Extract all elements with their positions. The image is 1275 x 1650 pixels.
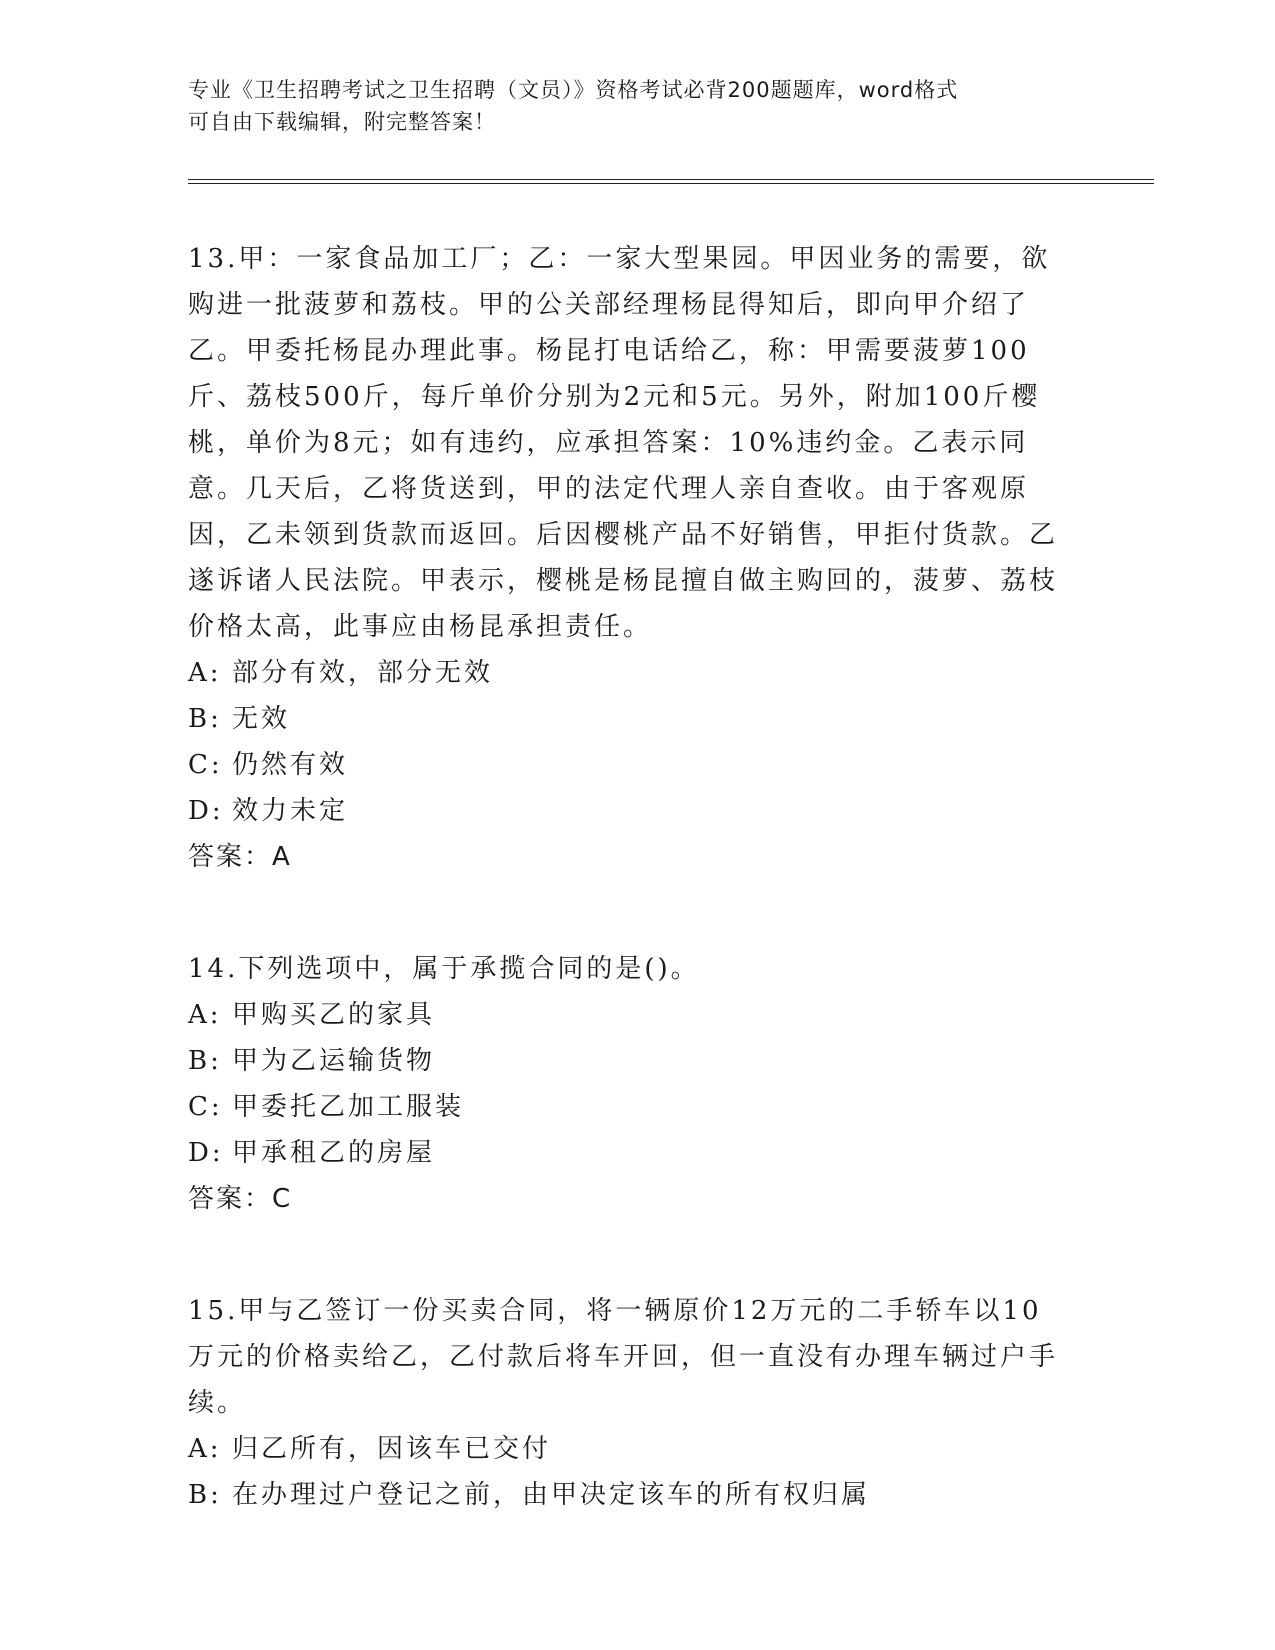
answer-line: 答案：C bbox=[188, 1184, 293, 1214]
option-b bbox=[188, 1038, 1068, 1084]
option-a bbox=[188, 992, 1068, 1038]
option-text: 无效 bbox=[232, 704, 291, 734]
header-line-2: 可自由下载编辑，附完整答案！ bbox=[188, 110, 496, 134]
option-letter: B: bbox=[188, 1046, 222, 1076]
question-14 bbox=[188, 946, 1068, 1222]
option-text: 效力未定 bbox=[232, 796, 349, 826]
option-letter: C: bbox=[188, 750, 223, 780]
option-text: 甲委托乙加工服装 bbox=[232, 1092, 465, 1122]
option-text: 仍然有效 bbox=[232, 750, 349, 780]
header-rule-top bbox=[188, 179, 1154, 180]
option-a bbox=[188, 650, 1068, 696]
question-text: 13.甲：一家食品加工厂；乙：一家大型果园。甲因业务的需要，欲购进一批菠萝和荔枝。甲的公关部经理杨昆得知后，即向甲介绍了乙。甲委托杨昆办理此事。杨昆打电话给乙，称：甲需要菠萝100斤、荔枝500斤，每斤单价分别为2元和5元。另外，附加100斤樱桃，单价为8元；如有违约，应承担答案：10%违约金。乙表示同意。几天后，乙将货送到，甲的法定代理人亲自查收。由于客观原因，乙未领到货款而返回。后因樱桃产品不好销售，甲拒付货款。乙遂诉诸人民法院。甲表示，樱桃是杨昆擅自做主购回的，菠萝、荔枝价格太高，此事应由杨昆承担责任。 bbox=[188, 244, 1059, 642]
option-text: 部分有效，部分无效 bbox=[232, 658, 494, 688]
option-b bbox=[188, 696, 1068, 742]
option-letter: D: bbox=[188, 1138, 224, 1168]
option-d bbox=[188, 788, 1068, 834]
option-a bbox=[188, 1426, 1068, 1472]
option-letter: B: bbox=[188, 1480, 222, 1510]
document-header bbox=[188, 74, 1088, 138]
spacer bbox=[188, 902, 1068, 946]
header-rule-bottom bbox=[188, 183, 1154, 184]
question-13 bbox=[188, 236, 1068, 880]
option-text: 甲为乙运输货物 bbox=[232, 1046, 436, 1076]
option-text: 甲承租乙的房屋 bbox=[232, 1138, 436, 1168]
option-letter: B: bbox=[188, 704, 222, 734]
question-text: 14.下列选项中，属于承揽合同的是()。 bbox=[188, 954, 700, 984]
question-list bbox=[188, 236, 1068, 1540]
option-b bbox=[188, 1472, 1068, 1518]
option-d bbox=[188, 1130, 1068, 1176]
question-15 bbox=[188, 1288, 1068, 1518]
option-letter: A: bbox=[188, 658, 222, 688]
option-letter: C: bbox=[188, 1092, 223, 1122]
answer-line: 答案：A bbox=[188, 842, 292, 872]
option-text: 甲购买乙的家具 bbox=[232, 1000, 436, 1030]
option-c bbox=[188, 742, 1068, 788]
header-line-1: 专业《卫生招聘考试之卫生招聘（文员）》资格考试必背200题题库，word格式 bbox=[188, 78, 959, 102]
option-letter: A: bbox=[188, 1434, 222, 1464]
option-text: 在办理过户登记之前，由甲决定该车的所有权归属 bbox=[232, 1480, 871, 1510]
option-c bbox=[188, 1084, 1068, 1130]
question-text: 15.甲与乙签订一份买卖合同，将一辆原价12万元的二手轿车以10万元的价格卖给乙，乙付款后将车开回，但一直没有办理车辆过户手续。 bbox=[188, 1296, 1059, 1418]
spacer bbox=[188, 1244, 1068, 1288]
option-letter: A: bbox=[188, 1000, 222, 1030]
option-letter: D: bbox=[188, 796, 224, 826]
option-text: 归乙所有，因该车已交付 bbox=[232, 1434, 552, 1464]
